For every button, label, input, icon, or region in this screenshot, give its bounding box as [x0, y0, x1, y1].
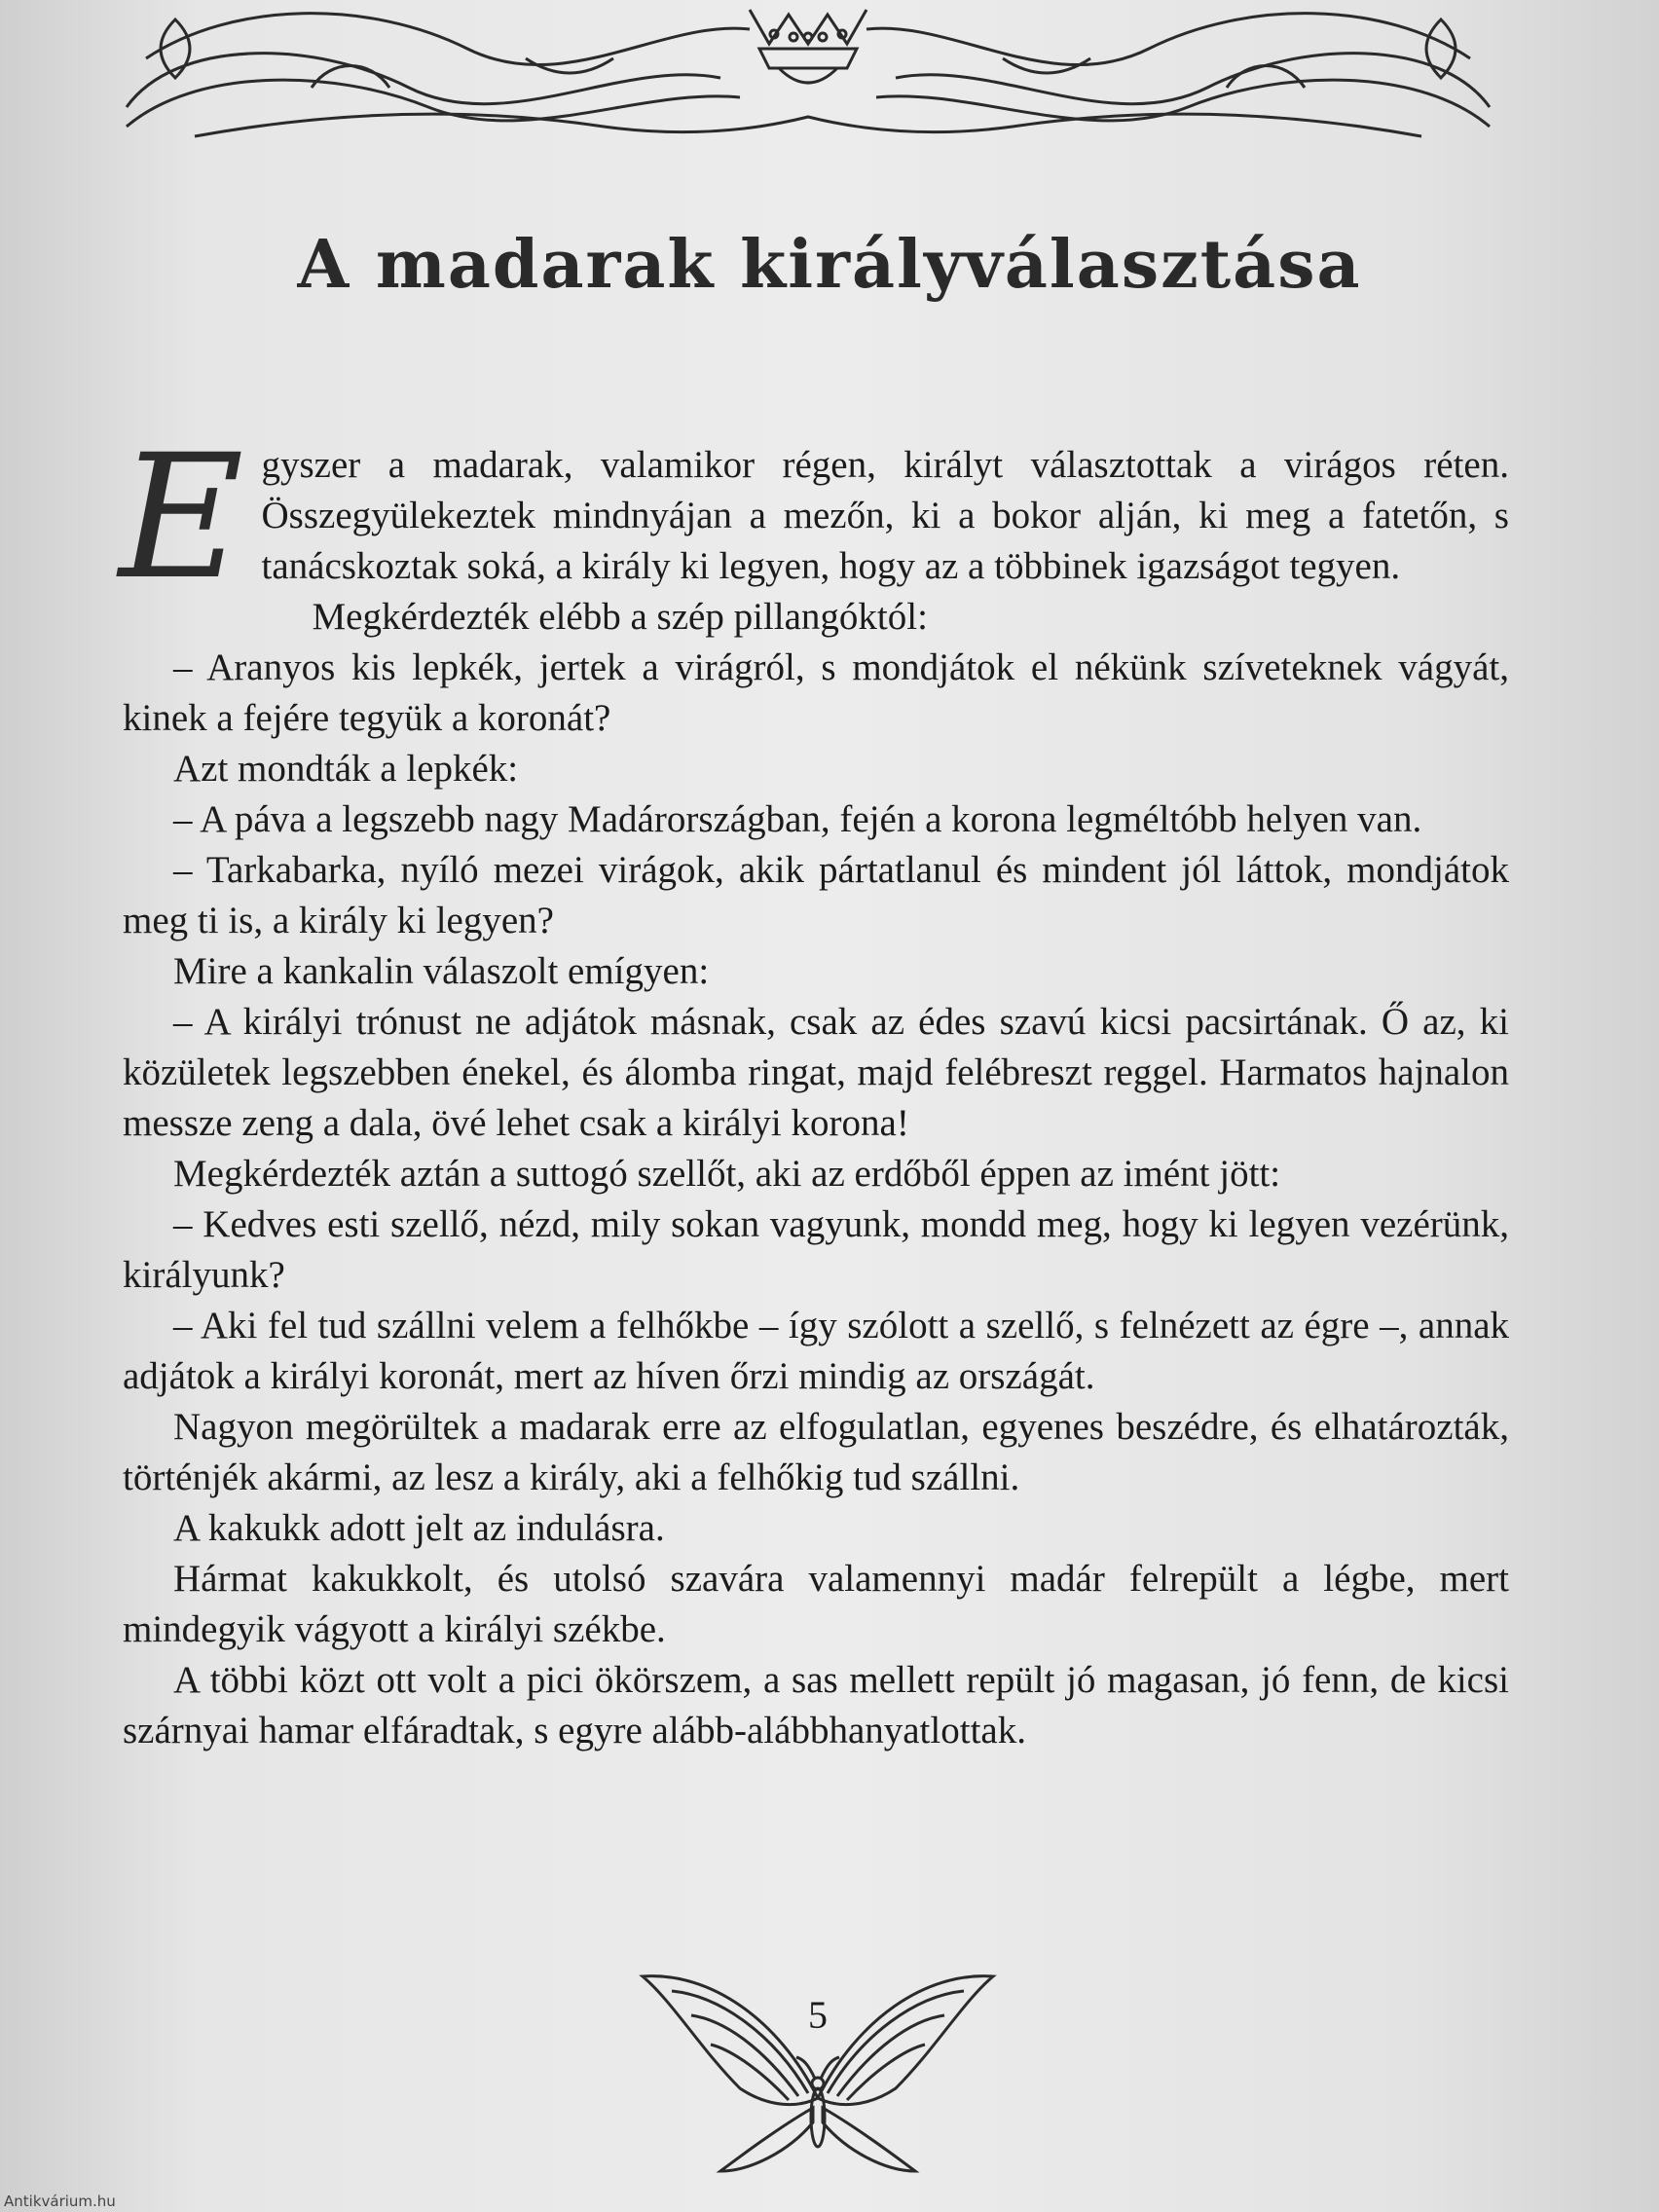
paragraph-6: – Tarkabarka, nyíló mezei virágok, akik pártatlanul és mindent jól láttok, mondjátok meg ti is, a király ki legyen?: [123, 849, 1509, 941]
paragraph-text: gyszer a madarak, valamikor régen, királyt választottak a virágos réten. Összegyülekeztek mindnyájan a mezőn, ki a bokor alján, ki meg a fatetőn, s tanácskoztak soká, a király ki legyen, hogy az a többinek igazságot tegyen.: [261, 444, 1509, 587]
paragraph-12: Nagyon megörültek a madarak erre az elfogulatlan, egyenes beszédre, és elhatározták, történjék akármi, az lesz a király, aki a felhőkig tud szállni.: [123, 1406, 1509, 1498]
page-number: 5: [808, 1993, 828, 2037]
dropcap-initial: E: [119, 418, 244, 617]
paragraph-13: A kakukk adott jelt az indulásra.: [173, 1507, 665, 1549]
paragraph-10: – Kedves esti szellő, nézd, mily sokan vagyunk, mondd meg, hogy ki legyen vezérünk, királyunk?: [123, 1203, 1509, 1296]
paragraph-11: – Aki fel tud szállni velem a felhőkbe – így szólott a szellő, s felnézett az égre –, annak adjátok a királyi koronát, mert az híven őrzi mindig az országát.: [123, 1305, 1509, 1397]
story-text: [119, 418, 1509, 1756]
crown-ornament-icon: [117, 0, 1499, 146]
paragraph-9: Megkérdezték aztán a suttogó szellőt, aki az erdőből éppen az imént jött:: [173, 1153, 1281, 1195]
paragraph-7: Mire a kankalin válaszolt emígyen:: [173, 950, 710, 992]
paragraph-4: Azt mondták a lepkék:: [173, 748, 519, 790]
paragraph-14: Hármat kakukkolt, és utolsó szavára valamennyi madár felrepült a légbe, mert mindegyik vágyott a királyi székbe.: [123, 1558, 1509, 1650]
paragraph-3: – Aranyos kis lepkék, jertek a virágról, s mondjátok el nékünk szíveteknek vágyát, kinek a fejére tegyük a koronát?: [123, 646, 1509, 739]
paragraph-5: – A páva a legszebb nagy Madárországban, fején a korona legméltóbb helyen van.: [173, 798, 1422, 840]
watermark: Antikvárium.hu: [4, 2193, 116, 2210]
paragraph-8: – A királyi trónust ne adjátok másnak, csak az édes szavú kicsi pacsirtának. Ő az, ki közületek legszebben énekel, és álomba ringat, majd felébreszt reggel. Harmatos hajnalon messze zeng a dala, övé lehet csak a királyi korona!: [123, 1001, 1509, 1144]
paragraph-15: A többi közt ott volt a pici ökörszem, a sas mellett repült jó magasan, jó fenn, de kicsi szárnyai hamar elfáradtak, s egyre alább-alábbhanyatlottak.: [123, 1659, 1509, 1751]
page-title: A madarak királyválasztása: [297, 225, 1362, 304]
paragraph-2: Megkérdezték elébb a szép pillangóktól:: [312, 596, 928, 638]
